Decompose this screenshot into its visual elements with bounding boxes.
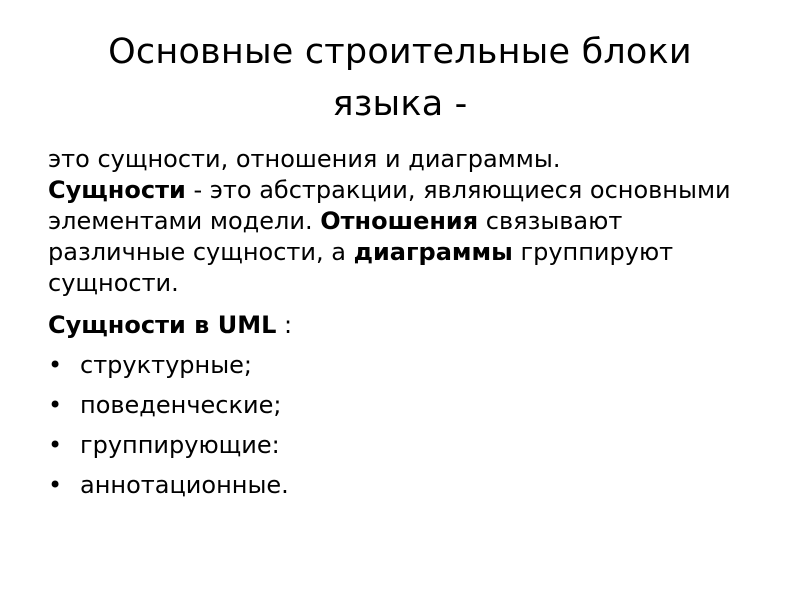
heading-rest: : [276, 311, 293, 339]
bullet-icon: • [48, 431, 63, 459]
intro-text-2: - это абстракции, являющиеся основными элементами модели. [48, 176, 731, 235]
bullet-icon: • [48, 391, 63, 419]
title-line-2: языка - [332, 84, 468, 124]
intro-text-4: группируют сущности. [48, 238, 674, 297]
intro-paragraph [48, 144, 748, 299]
list-item [48, 390, 748, 421]
list-item-text: структурные; [80, 351, 253, 379]
list-item-text: поведенческие; [80, 391, 282, 419]
title-line-1: Основные строительные блоки [108, 32, 692, 72]
intro-bold-entities: Сущности [48, 176, 186, 204]
slide-body [48, 144, 748, 510]
intro-bold-diagrams: диаграммы [353, 238, 513, 266]
bullet-icon: • [48, 471, 63, 499]
list-item-text: аннотационные. [80, 471, 289, 499]
bullet-icon: • [48, 351, 63, 379]
intro-text-3: связывают различные сущности, а [48, 207, 623, 266]
intro-text-1: это сущности, отношения и диаграммы. [48, 145, 561, 173]
list-item [48, 430, 748, 461]
heading-bold: Сущности в UML [48, 311, 277, 339]
list-item-text: группирующие: [80, 431, 280, 459]
slide-title [40, 26, 760, 130]
uml-entities-heading [48, 310, 748, 341]
intro-bold-relations: Отношения [320, 207, 479, 235]
list-item [48, 470, 748, 501]
list-item [48, 350, 748, 381]
entity-types-list [48, 350, 748, 501]
